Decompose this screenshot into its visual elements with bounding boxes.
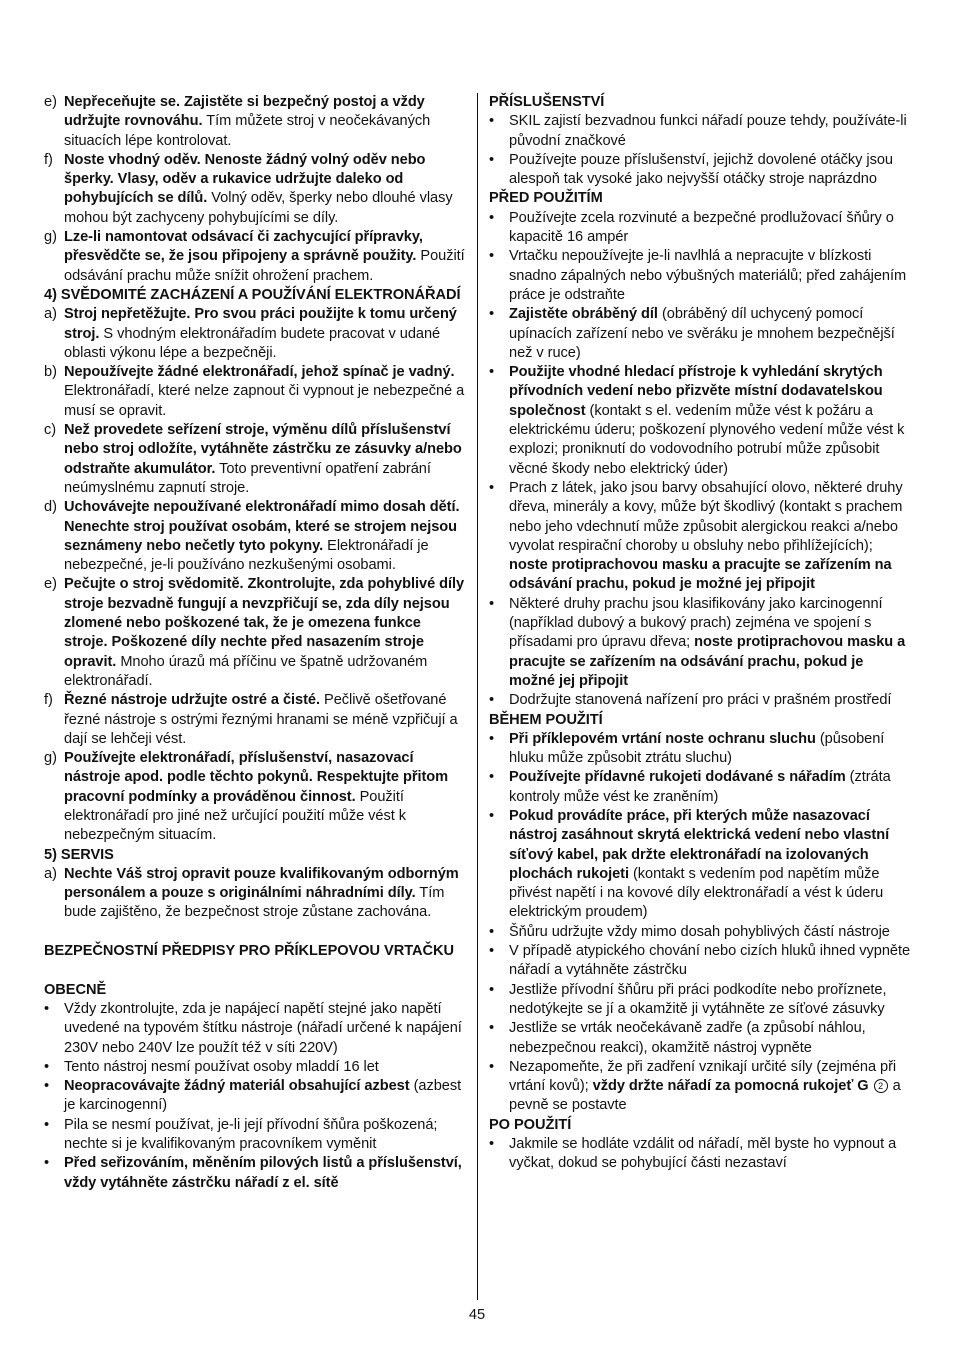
plain-text: Použití elektronářadí pro jiné než určující použití může vést k nebezpečným situacím.: [64, 788, 406, 844]
bold-text: Používejte elektronářadí, příslušenství, nasazovací nástroje apod. podle těchto pokynů. Respektujte přitom pracovní podmínky a prováděnou činnost.: [64, 750, 449, 805]
bullet-item: [489, 247, 913, 305]
item-label: g): [44, 750, 57, 767]
plain-text: Nezapomeňte, že při zadření vznikají určité síly (zejména při vrtání kovů);: [509, 1058, 897, 1095]
item-text: [64, 228, 468, 286]
bullet-marker: •: [489, 306, 495, 323]
bold-text: Než provedete seřízení stroje, výměnu dílů příslušenství nebo stroj odložíte, vytáhněte zástrčku ze zásuvky a/nebo odstraňte akumulátor.: [64, 422, 462, 477]
section-heading: OBECNĚ: [44, 981, 107, 998]
plain-text: Tím můžete stroj v neočekávaných situacích lépe kontrolovat.: [64, 113, 431, 149]
bullet-marker: •: [489, 1136, 495, 1153]
plain-text: V případě atypického chování nebo cizích hluků ihned vypněte nářadí a vytáhněte zástrčku: [509, 943, 911, 979]
item-label: g): [44, 229, 57, 246]
bold-text: Uchovávejte nepoužívané elektronářadí mimo dosah dětí. Nenechte stroj používat osobám, které se strojem nejsou seznámeny nebo nečetly tyto pokyny.: [64, 499, 460, 554]
plain-text: S vhodným elektronářadím budete pracovat v udané oblasti výkonu lépe a bezpečněji.: [64, 325, 441, 361]
bullet-item: [44, 1154, 468, 1193]
right-column: [489, 93, 913, 1174]
item-text: [64, 1116, 468, 1155]
item-text: [64, 1000, 468, 1058]
bullet-item: [489, 768, 913, 807]
bullet-item: [489, 1058, 913, 1116]
bold-text: vždy držte nářadí za pomocná rukojeť G: [588, 1078, 869, 1095]
plain-text: Pečlivě ošetřované řezné nástroje s ostrými řeznými hranami se méně vzpřičují a dají se lehčeji vést.: [64, 692, 458, 747]
list-item: [44, 691, 468, 749]
bullet-marker: •: [489, 151, 495, 168]
item-text: [64, 1058, 468, 1077]
bullet-item: [489, 209, 913, 248]
section-heading: PŘED POUŽITÍM: [489, 190, 603, 207]
bullet-marker: •: [44, 1058, 50, 1075]
page-number: 45: [468, 1307, 486, 1323]
plain-text: (azbest je karcinogenní): [64, 1078, 462, 1114]
item-label: e): [44, 576, 57, 593]
list-item: [44, 363, 468, 421]
item-text: [509, 112, 913, 151]
bullet-marker: •: [489, 209, 495, 226]
plain-text: Mnoho úrazů má příčinu ve špatně udržovaném elektronářadí.: [64, 653, 428, 689]
bold-text: Pečujte o stroj svědomitě. Zkontrolujte, zda pohyblivé díly stroje bezvadně fungují a nevzpřičují se, zda díly nejsou zlomené nebo poškozené tak, že je omezena funkce stroje. Poškozené díly nechte před nasazením stroje opravit.: [64, 576, 465, 670]
bold-text: Používejte přídavné rukojeti dodávané s nářadím: [509, 769, 846, 786]
list-item: [44, 151, 468, 228]
item-text: [509, 595, 913, 691]
plain-text: Používejte pouze příslušenství, jejichž dovolené otáčky jsou alespoň tak vysoké jako nejvyšší otáčky stroje naprázdno: [509, 151, 893, 188]
item-text: [64, 421, 468, 498]
item-text: [64, 575, 468, 691]
bullet-marker: •: [489, 943, 495, 960]
plain-text: Tento nástroj nesmí používat osoby mladdí 16 let: [64, 1058, 379, 1075]
section-gap: [44, 923, 468, 942]
item-text: [509, 247, 913, 305]
plain-text: Jestliže se vrták neočekávaně zadře (a způsobí náhlou, nebezpečnou reakci), okamžitě nástroj vypněte: [509, 1020, 866, 1056]
figure-reference-number: 2: [874, 1079, 888, 1093]
bold-text: Noste vhodný oděv. Nenoste žádný volný oděv nebo šperky. Vlasy, oděv a rukavice udržujte daleko od pohybujících se dílů.: [64, 151, 426, 207]
plain-text: Elektronářadí je nebezpečné, je-li používáno nezkušenými osobami.: [64, 537, 429, 574]
plain-text: (kontakt s vedením pod napětím může přivést napětí i na kovové díly elektronářadí a vést k úderu elektrickým proudem): [509, 865, 884, 921]
bold-text: Před seřizováním, měněním pilových listů a příslušenství, vždy vytáhněte zástrčku nářadí z el. sítě: [64, 1155, 462, 1191]
plain-text: Volný oděv, šperky nebo dlouhé vlasy mohou být zachyceny pohybujícími se díly.: [64, 190, 453, 226]
plain-text: SKIL zajistí bezvadnou funkci nářadí pouze tehdy, používáte-li původní značkové: [509, 113, 907, 149]
item-text: [509, 807, 913, 923]
bullet-marker: •: [44, 1078, 50, 1095]
section-heading: PO POUŽITÍ: [489, 1116, 572, 1133]
bold-text: Zajistěte obráběný díl: [509, 306, 658, 323]
bullet-marker: •: [489, 479, 495, 496]
bold-text: Nepřeceňujte se. Zajistěte si bezpečný postoj a vždy udržujte rovnováhu.: [64, 94, 425, 130]
item-text: [509, 1058, 913, 1116]
bold-text: Lze-li namontovat odsávací či zachycující přípravky, přesvědčte se, že jsou připojeny a správně použity.: [64, 229, 423, 265]
item-text: [64, 1077, 468, 1116]
plain-text: Vždy zkontrolujte, zda je napájecí napětí stejné jako napětí uvedené na typovém štítku nástroje (nářadí určené k napájení 230V nebo 240V lze použít též v síti 220V): [64, 1000, 462, 1056]
bullet-item: [489, 479, 913, 595]
item-text: [509, 363, 913, 479]
item-text: [509, 151, 913, 190]
item-label: e): [44, 94, 57, 110]
plain-text: Toto preventivní opatření zabrání neúmyslnému zapnutí stroje.: [64, 460, 431, 496]
bullet-item: [489, 807, 913, 923]
list-item: [44, 421, 468, 498]
list-item: [44, 228, 468, 286]
item-text: [64, 498, 468, 575]
bold-text: Při příklepovém vrtání noste ochranu sluchu: [509, 730, 816, 747]
plain-text: Některé druhy prachu jsou klasifikovány jako karcinogenní (například dubový a bukový prach) zejména ve spojení s přísadami pro úpravu dřeva;: [509, 595, 883, 651]
section-gap: [44, 961, 468, 980]
section-heading: BEZPEČNOSTNÍ PŘEDPISY PRO PŘÍKLEPOVOU VRTAČKU: [44, 943, 454, 960]
item-text: [64, 691, 468, 749]
item-label: b): [44, 364, 57, 381]
item-label: d): [44, 499, 57, 516]
item-text: [509, 305, 913, 363]
item-text: [509, 691, 913, 710]
bullet-marker: •: [489, 248, 495, 265]
plain-text: Používejte zcela rozvinuté a bezpečné prodlužovací šňůry o kapacitě 16 ampér: [509, 209, 894, 246]
plain-text: (obráběný díl uchycený pomocí upínacích zařízení nebo ve svěráku je mnohem bezpečnější než v ruce): [509, 306, 895, 361]
bullet-item: [489, 923, 913, 942]
item-text: [509, 942, 913, 981]
item-text: [64, 93, 468, 151]
bullet-marker: •: [489, 1020, 495, 1037]
list-item: [44, 575, 468, 691]
item-label: a): [44, 865, 57, 882]
bold-text: Použijte vhodné hledací přístroje k vyhledání skrytých přívodních vedení nebo přizvěte místní dodavatelskou společnost: [509, 364, 883, 419]
item-label: f): [44, 692, 53, 709]
bullet-marker: •: [489, 730, 495, 747]
plain-text: Elektronářadí, které nelze zapnout či vypnout je nebezpečné a musí se opravit.: [64, 383, 465, 419]
plain-text: Jakmile se hodláte vzdálit od nářadí, měl byste ho vypnout a vyčkat, dokud se pohybující části nezastaví: [509, 1136, 897, 1172]
section-heading: PŘÍSLUŠENSTVÍ: [489, 94, 605, 110]
bullet-item: [489, 151, 913, 190]
plain-text: Šňůru udržujte vždy mimo dosah pohyblivých částí nástroje: [509, 923, 890, 940]
bold-text: Neopracovávajte žádný materiál obsahující azbest: [64, 1078, 410, 1095]
item-text: [509, 730, 913, 769]
bullet-item: [44, 1058, 468, 1077]
bullet-marker: •: [489, 769, 495, 786]
plain-text: a pevně se postavte: [509, 1078, 901, 1114]
item-text: [509, 981, 913, 1020]
item-text: [509, 479, 913, 595]
plain-text: Použití odsávání prachu může snížit ohrožení prachem.: [64, 248, 465, 284]
bullet-marker: •: [489, 1058, 495, 1075]
item-text: [64, 865, 468, 923]
bullet-item: [489, 112, 913, 151]
bullet-item: [489, 363, 913, 479]
item-text: [64, 1154, 468, 1193]
bullet-marker: •: [489, 113, 495, 130]
left-column: [44, 93, 468, 1193]
bullet-item: [489, 691, 913, 710]
list-item: [44, 93, 468, 151]
item-text: [64, 305, 468, 363]
bullet-item: [44, 1000, 468, 1058]
bullet-item: [489, 942, 913, 981]
item-label: f): [44, 151, 53, 168]
item-text: [509, 768, 913, 807]
item-text: [509, 923, 913, 942]
bold-text: Nepoužívejte žádné elektronářadí, jehož spínač je vadný.: [64, 364, 455, 381]
plain-text: Tím bude zajištěno, že bezpečnost stroje zůstane zachována.: [64, 885, 445, 921]
bullet-marker: •: [489, 364, 495, 381]
section-heading: 5) SERVIS: [44, 846, 114, 863]
item-label: c): [44, 422, 57, 439]
plain-text: (ztráta kontroly může vést ke zraněním): [509, 769, 891, 805]
bold-text: noste protiprachovou masku a pracujte se zařízením na odsávání prachu, pokud je možné jej připojit: [509, 634, 906, 689]
bullet-item: [489, 1135, 913, 1174]
plain-text: (působení hluku může způsobit ztrátu sluchu): [509, 730, 885, 767]
bullet-item: [489, 305, 913, 363]
bullet-marker: •: [44, 1116, 50, 1133]
plain-text: Pila se nesmí používat, je-li její přívodní šňůra poškozená; nechte si je kvalifikovaným pracovníkem vyměnit: [64, 1116, 438, 1153]
column-divider: [477, 93, 478, 1300]
item-text: [64, 749, 468, 845]
list-item: [44, 749, 468, 845]
section-heading: 4) SVĚDOMITÉ ZACHÁZENÍ A POUŽÍVÁNÍ ELEKTRONÁŘADÍ: [44, 286, 461, 303]
bold-text: Pokud provádíte práce, při kterých může nasazovací nástroj zasáhnout skrytá elektrická vedení nebo vlastní síťový kabel, pak držte elektronářadí na izolovaných plochách rukojeti: [509, 807, 890, 882]
plain-text: (kontakt s el. vedením může vést k požáru a elektrickému úderu; poškození plynového vedení může vést k explozi; proniknutí do vodovodního potrubí může způsobit věcné škody nebo elektrický úder): [509, 402, 905, 477]
plain-text: Jestliže přívodní šňůru při práci podkodíte nebo proříznete, nedotýkejte se jí a okamžitě ji vytáhněte ze síťové zásuvky: [509, 981, 887, 1017]
bullet-marker: •: [489, 595, 495, 612]
item-text: [509, 209, 913, 248]
bullet-marker: •: [489, 981, 495, 998]
plain-text: Prach z látek, jako jsou barvy obsahující olovo, některé druhy dřeva, minerály a kovy, může být škodlivý (kontakt s prachem nebo jeho vdechnutí může způsobit alergickou reakci a/nebo vyvolat respirační choroby u obsluhy nebo přihlížejících);: [509, 479, 903, 554]
list-item: [44, 305, 468, 363]
bold-text: noste protiprachovou masku a pracujte se zařízením na odsávání prachu, pokud je možné jej připojit: [509, 557, 892, 593]
bullet-item: [489, 730, 913, 769]
item-text: [509, 1135, 913, 1174]
item-label: a): [44, 306, 57, 323]
bullet-marker: •: [44, 1000, 50, 1017]
list-item: [44, 498, 468, 575]
bold-text: Nechte Váš stroj opravit pouze kvalifikovaným odborným personálem a pouze s originálními náhradními díly.: [64, 865, 459, 902]
bullet-item: [489, 981, 913, 1020]
bullet-marker: •: [44, 1155, 50, 1172]
item-text: [64, 151, 468, 228]
bullet-item: [489, 1019, 913, 1058]
item-text: [64, 363, 468, 421]
plain-text: Vrtačku nepoužívejte je-li navlhlá a nepracujte v blízkosti snadno zápalných nebo výbušných materiálů; před zahájením práce je odstraňte: [509, 248, 907, 303]
bullet-item: [44, 1077, 468, 1116]
section-heading: BĚHEM POUŽITÍ: [489, 711, 603, 728]
bullet-marker: •: [489, 807, 495, 824]
bullet-marker: •: [489, 692, 495, 709]
plain-text: Dodržujte stanovená nařízení pro práci v prašném prostředí: [509, 692, 892, 709]
bold-text: Stroj nepřetěžujte. Pro svou práci použijte k tomu určený stroj.: [64, 306, 457, 342]
list-item: [44, 865, 468, 923]
item-text: [509, 1019, 913, 1058]
bold-text: Řezné nástroje udržujte ostré a čisté.: [64, 692, 320, 709]
bullet-marker: •: [489, 923, 495, 940]
bullet-item: [44, 1116, 468, 1155]
bullet-item: [489, 595, 913, 691]
